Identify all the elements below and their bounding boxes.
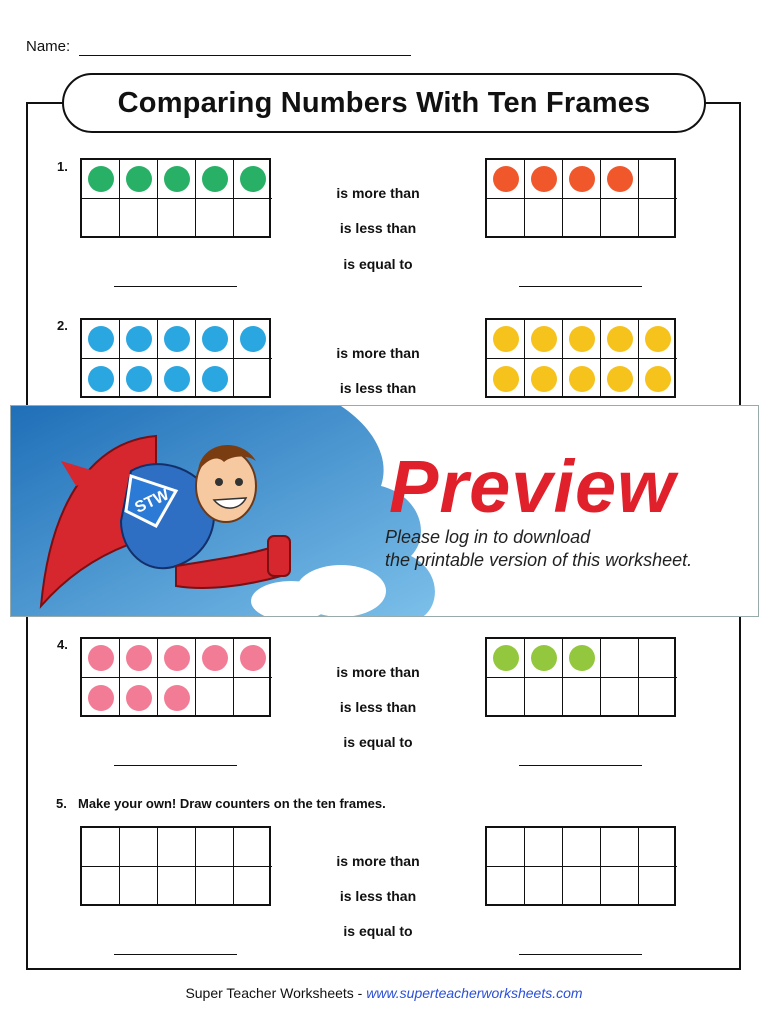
ten-frame-cell [158,639,196,678]
ten-frame-cell [487,639,525,678]
ten-frame-cell [563,160,601,199]
answer-line-right[interactable] [519,765,642,766]
counter-dot [126,166,152,192]
ten-frame-left[interactable] [80,826,271,906]
ten-frame-cell [120,160,158,199]
answer-line-right[interactable] [519,954,642,955]
ten-frame-left [80,158,271,238]
ten-frame-cell [563,828,601,867]
ten-frame-cell [601,867,639,906]
ten-frame-cell [120,199,158,238]
phrase-less-than: is less than [339,220,417,236]
counter-dot [607,326,633,352]
ten-frame-cell [120,678,158,717]
counter-dot [569,645,595,671]
phrase-more-than: is more than [336,185,420,201]
ten-frame-cell [120,867,158,906]
ten-frame-cell [525,639,563,678]
ten-frame-cell [234,828,272,867]
ten-frame-cell [158,867,196,906]
phrase-more-than: is more than [336,853,420,869]
ten-frame-cell [487,867,525,906]
ten-frame-cell [234,867,272,906]
problem-number: 4. [57,637,68,652]
counter-dot [645,366,671,392]
ten-frame-right [485,637,676,717]
ten-frame-cell [639,160,677,199]
ten-frame-cell [82,678,120,717]
counter-dot [240,645,266,671]
ten-frame-cell [196,678,234,717]
ten-frame-cell [525,160,563,199]
ten-frame-cell [196,867,234,906]
phrase-less-than: is less than [339,699,417,715]
ten-frame-cell [158,160,196,199]
ten-frame-cell [601,639,639,678]
ten-frame-cell [120,639,158,678]
counter-dot [202,166,228,192]
counter-dot [164,685,190,711]
ten-frame-cell [158,678,196,717]
ten-frame-cell [196,160,234,199]
ten-frame-cell [82,828,120,867]
name-line [79,55,411,56]
ten-frame-cell [601,828,639,867]
ten-frame-cell [639,828,677,867]
ten-frame-cell [487,320,525,359]
ten-frame-cell [234,320,272,359]
ten-frame-cell [563,867,601,906]
ten-frame-cell [639,678,677,717]
problem-5-instruction: Make your own! Draw counters on the ten frames. [78,796,386,811]
preview-message-line-2: the printable version of this worksheet. [385,550,693,570]
ten-frame-cell [82,867,120,906]
ten-frame-cell [82,199,120,238]
ten-frame-cell [120,320,158,359]
ten-frame-cell [158,828,196,867]
counter-dot [202,366,228,392]
ten-frame-cell [82,320,120,359]
ten-frame-cell [525,867,563,906]
phrase-more-than: is more than [336,664,420,680]
preview-title: Preview [389,445,676,528]
ten-frame-right [485,318,676,398]
counter-dot [202,645,228,671]
ten-frame-right[interactable] [485,826,676,906]
counter-dot [493,645,519,671]
counter-dot [240,166,266,192]
name-label: Name: [26,38,71,55]
preview-banner[interactable] [10,405,759,617]
problem-number: 1. [57,159,68,174]
answer-line-left[interactable] [114,954,237,955]
counter-dot [493,326,519,352]
counter-dot [164,645,190,671]
footer-url-link[interactable]: www.superteacherworksheets.com [366,985,583,1001]
ten-frame-cell [234,359,272,398]
problem-number: 5. [56,796,67,811]
ten-frame-cell [158,199,196,238]
ten-frame-cell [525,359,563,398]
ten-frame-cell [234,678,272,717]
ten-frame-cell [563,678,601,717]
counter-dot [88,366,114,392]
counter-dot [493,366,519,392]
counter-dot [88,326,114,352]
counter-dot [569,326,595,352]
superhero-mascot-icon [36,416,296,611]
counter-dot [531,366,557,392]
counter-dot [531,326,557,352]
counter-dot [164,366,190,392]
ten-frame-cell [563,320,601,359]
answer-line-left[interactable] [114,286,237,287]
ten-frame-right [485,158,676,238]
ten-frame-cell [82,160,120,199]
ten-frame-cell [196,359,234,398]
counter-dot [88,685,114,711]
phrase-equal-to: is equal to [343,734,413,750]
answer-line-left[interactable] [114,765,237,766]
ten-frame-cell [639,199,677,238]
badge-text: STW [132,486,172,517]
ten-frame-cell [601,359,639,398]
ten-frame-cell [525,678,563,717]
phrase-equal-to: is equal to [343,256,413,272]
ten-frame-cell [234,639,272,678]
ten-frame-cell [82,359,120,398]
counter-dot [126,645,152,671]
counter-dot [240,326,266,352]
preview-message [385,526,692,572]
page-title: Comparing Numbers With Ten Frames [117,86,651,119]
phrase-less-than: is less than [339,380,417,396]
ten-frame-cell [196,320,234,359]
ten-frame-cell [639,359,677,398]
ten-frame-left [80,318,271,398]
ten-frame-cell [639,320,677,359]
ten-frame-cell [487,199,525,238]
phrase-equal-to: is equal to [343,923,413,939]
ten-frame-cell [601,199,639,238]
ten-frame-cell [601,678,639,717]
answer-line-right[interactable] [519,286,642,287]
ten-frame-cell [563,639,601,678]
ten-frame-left [80,637,271,717]
counter-dot [126,685,152,711]
counter-dot [607,366,633,392]
ten-frame-cell [525,199,563,238]
ten-frame-cell [120,828,158,867]
counter-dot [202,326,228,352]
footer-brand: Super Teacher Worksheets - [185,985,367,1001]
ten-frame-cell [196,828,234,867]
counter-dot [531,166,557,192]
counter-dot [569,366,595,392]
ten-frame-cell [487,828,525,867]
ten-frame-cell [639,867,677,906]
ten-frame-cell [196,639,234,678]
ten-frame-cell [601,320,639,359]
phrase-less-than: is less than [339,888,417,904]
ten-frame-cell [234,160,272,199]
phrase-more-than: is more than [336,345,420,361]
counter-dot [493,166,519,192]
ten-frame-cell [601,160,639,199]
footer [0,985,768,1001]
counter-dot [569,166,595,192]
counter-dot [88,166,114,192]
ten-frame-cell [196,199,234,238]
counter-dot [607,166,633,192]
title-banner [62,73,706,133]
ten-frame-cell [487,678,525,717]
counter-dot [164,166,190,192]
preview-message-line-1: Please log in to download [385,527,591,547]
ten-frame-cell [487,160,525,199]
ten-frame-cell [563,199,601,238]
problem-number: 2. [57,318,68,333]
ten-frame-cell [525,828,563,867]
ten-frame-cell [525,320,563,359]
counter-dot [164,326,190,352]
counter-dot [531,645,557,671]
counter-dot [126,366,152,392]
ten-frame-cell [158,320,196,359]
ten-frame-cell [82,639,120,678]
ten-frame-cell [158,359,196,398]
counter-dot [645,326,671,352]
ten-frame-cell [234,199,272,238]
ten-frame-cell [563,359,601,398]
counter-dot [126,326,152,352]
counter-dot [88,645,114,671]
ten-frame-cell [487,359,525,398]
ten-frame-cell [639,639,677,678]
ten-frame-cell [120,359,158,398]
